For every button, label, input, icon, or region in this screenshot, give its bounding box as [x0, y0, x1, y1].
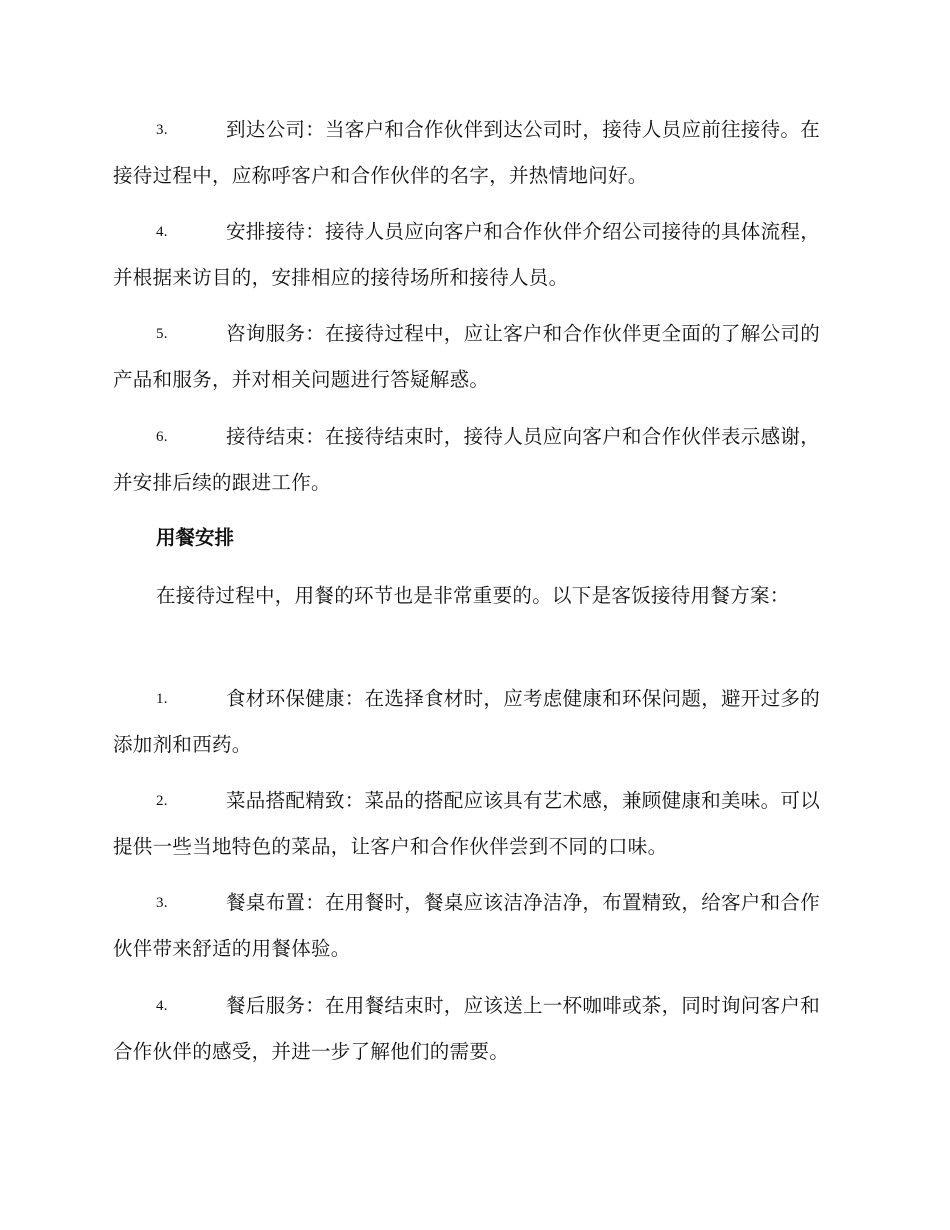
intro-paragraph: 在接待过程中，用餐的环节也是非常重要的。以下是客饭接待用餐方案：: [156, 584, 790, 607]
list-item: [113, 209, 835, 301]
list-item: [113, 778, 835, 870]
list-item-text: 菜品搭配精致：菜品的搭配应该具有艺术感，兼顾健康和美味。可以提供一些当地特色的菜品，让客户和合作伙伴尝到不同的口味。: [113, 789, 821, 858]
list-item-number: 4.: [156, 224, 168, 240]
list-item: [113, 414, 835, 506]
section-heading: 用餐安排: [156, 526, 235, 549]
list-item-number: 6.: [156, 429, 168, 445]
list-item: [113, 311, 835, 403]
list-item-text: 餐后服务：在用餐结束时，应该送上一杯咖啡或茶，同时询问客户和合作伙伴的感受，并进一步了解他们的需要。: [113, 994, 821, 1063]
list-item: [113, 880, 835, 972]
list-item-number: 3.: [156, 122, 168, 138]
list-item-text: 安排接待：接待人员应向客户和合作伙伴介绍公司接待的具体流程，并根据来访目的，安排相应的接待场所和接待人员。: [113, 220, 821, 289]
list-item-text: 接待结束：在接待结束时，接待人员应向客户和合作伙伴表示感谢，并安排后续的跟进工作。: [113, 425, 821, 494]
list-item-text: 到达公司：当客户和合作伙伴到达公司时，接待人员应前往接待。在接待过程中，应称呼客户和合作伙伴的名字，并热情地问好。: [113, 118, 821, 187]
list-item-number: 2.: [156, 793, 168, 809]
list-item: [113, 676, 835, 768]
list-item-number: 5.: [156, 326, 168, 342]
list-item-text: 食材环保健康：在选择食材时，应考虑健康和环保问题，避开过多的添加剂和西药。: [113, 687, 821, 756]
list-item-text: 咨询服务：在接待过程中，应让客户和合作伙伴更全面的了解公司的产品和服务，并对相关问题进行答疑解惑。: [113, 322, 821, 391]
list-item: [113, 983, 835, 1075]
list-item-number: 4.: [156, 998, 168, 1014]
list-item-text: 餐桌布置：在用餐时，餐桌应该洁净洁净，布置精致，给客户和合作伙伴带来舒适的用餐体验。: [113, 891, 821, 960]
list-item-number: 1.: [156, 691, 168, 707]
list-item-number: 3.: [156, 895, 168, 911]
list-item: [113, 107, 835, 199]
